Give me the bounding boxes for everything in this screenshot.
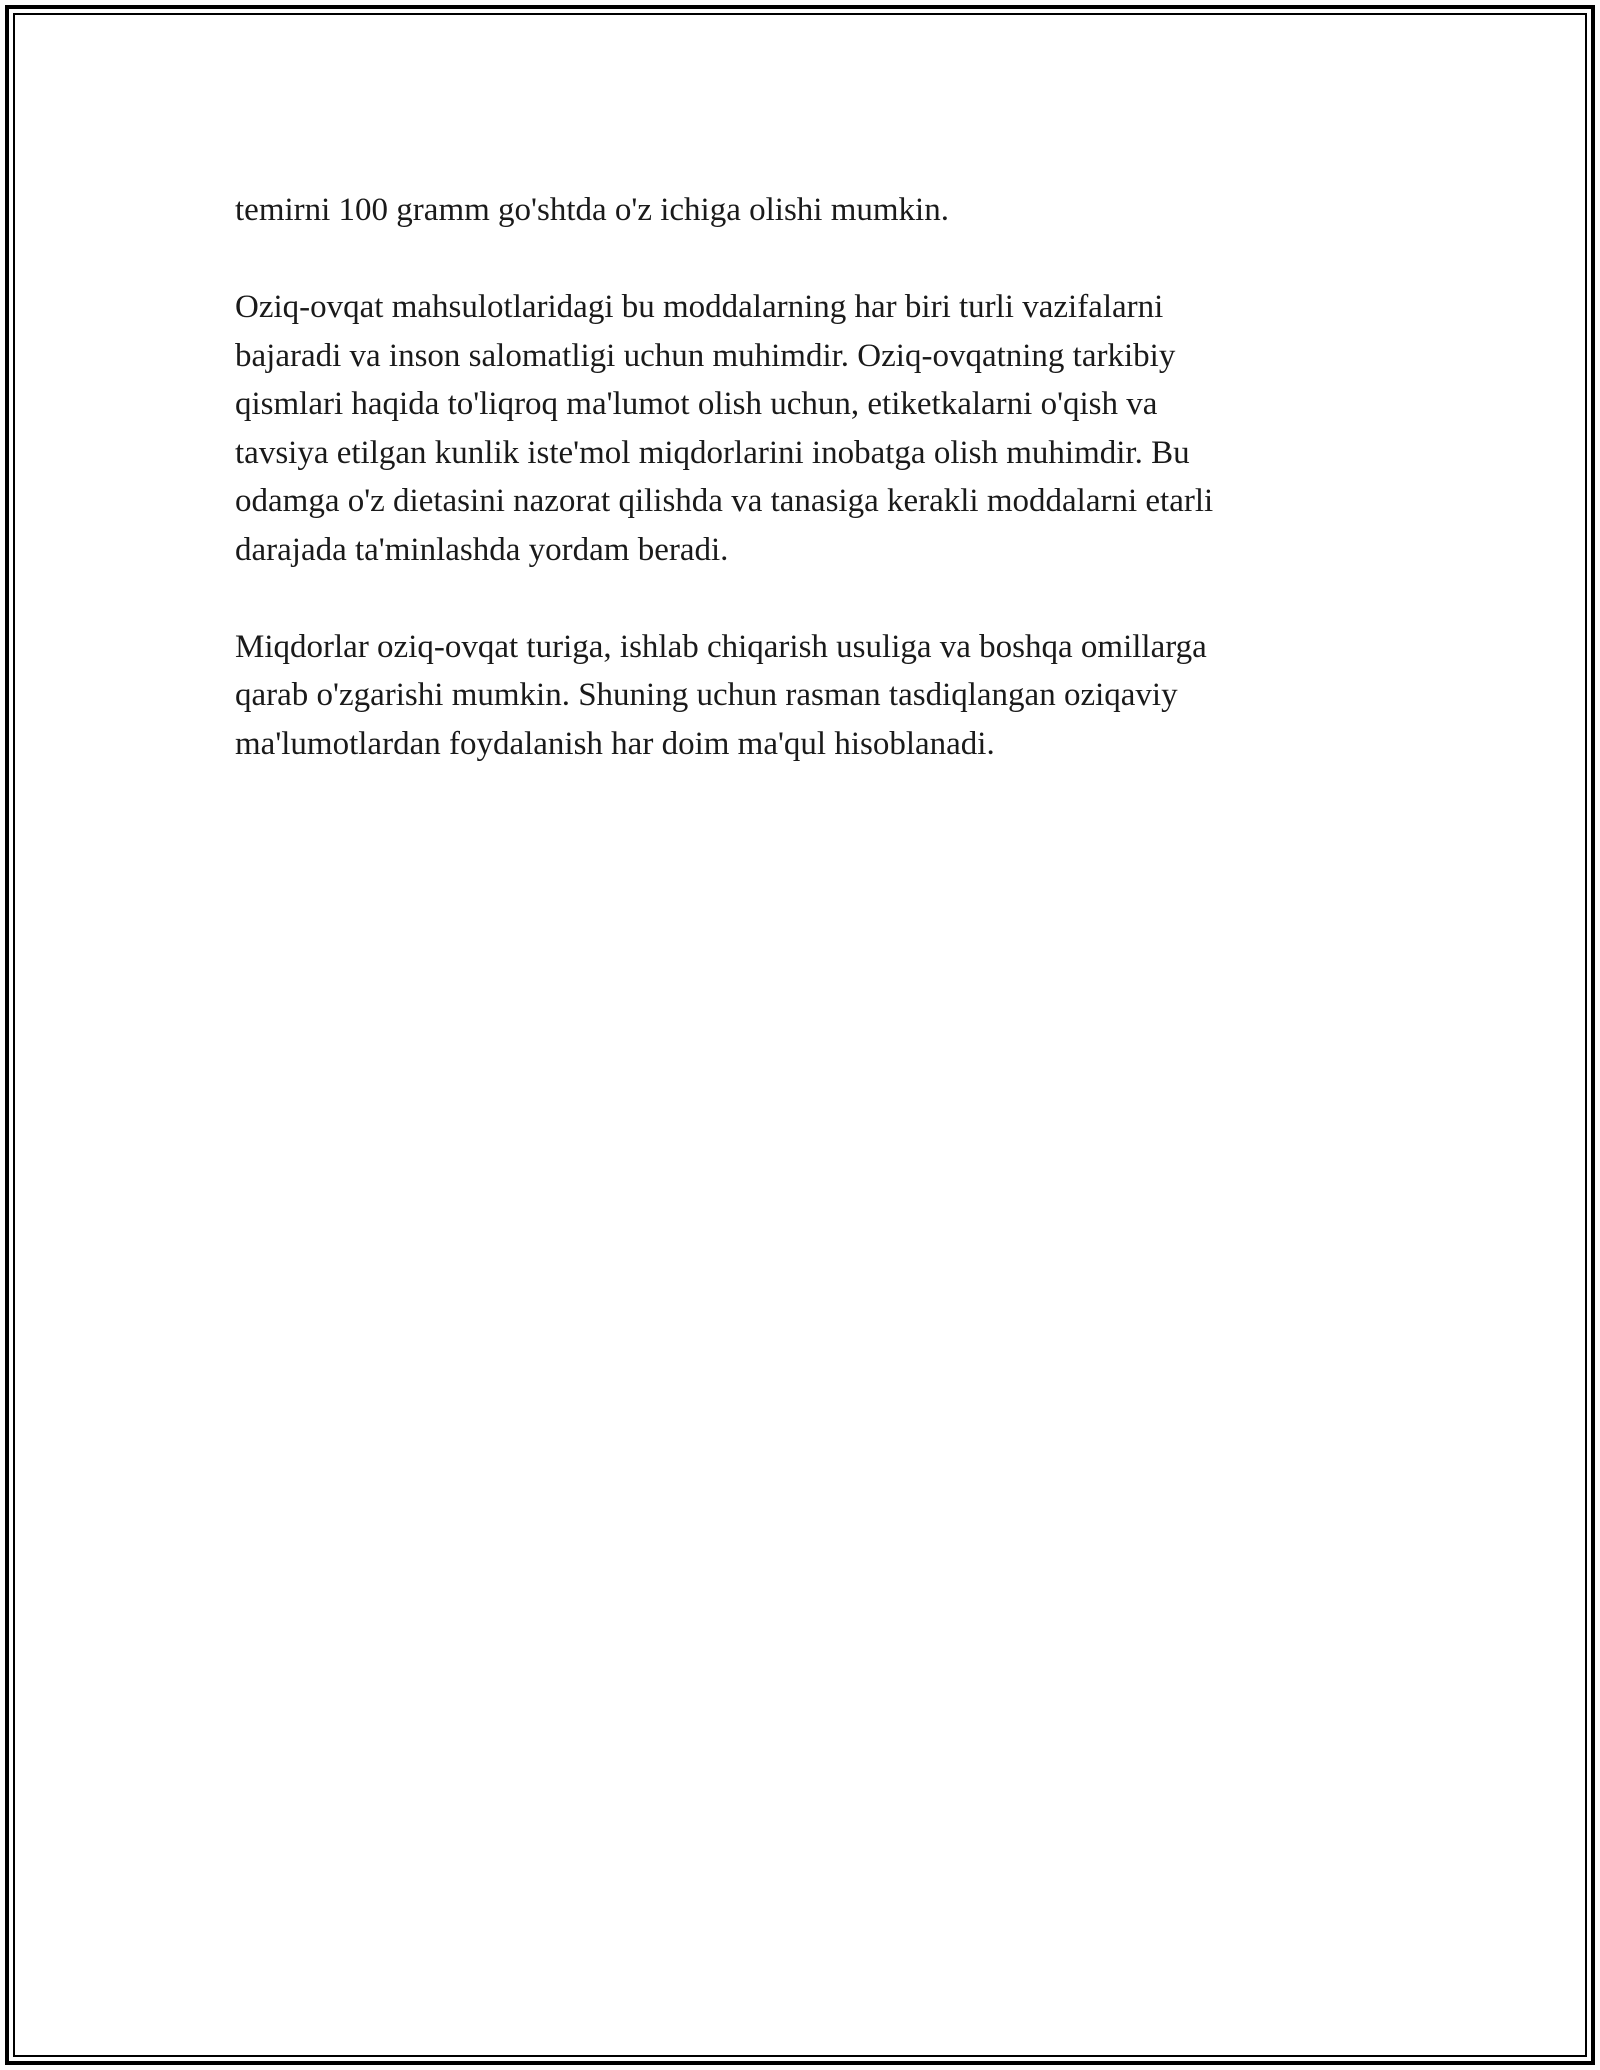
paragraph-1: temirni 100 gramm go'shtda o'z ichiga olishi mumkin. — [235, 192, 949, 228]
document-body — [235, 186, 1365, 817]
paragraph-3: Miqdorlar oziq-ovqat turiga, ishlab chiqarish usuliga va boshqa omillarga qarab o'zgarishi mumkin. Shuning uchun rasman tasdiqlangan oziqaviy ma'lumotlardan foydalanish har doim ma'qul hisoblanadi. — [235, 628, 1207, 762]
paragraph-2: Oziq-ovqat mahsulotlaridagi bu moddalarning har biri turli vazifalarni bajaradi va inson salomatligi uchun muhimdir. Oziq-ovqatning tarkibiy qismlari haqida to'liqroq ma'lumot olish uchun, etiketkalarni o'qish va tavsiya etilgan kunlik iste'mol miqdorlarini inobatga olish muhimdir. Bu odamga o'z dietasini nazorat qilishda va tanasiga kerakli moddalarni etarli darajada ta'minlashda yordam beradi. — [235, 289, 1214, 568]
